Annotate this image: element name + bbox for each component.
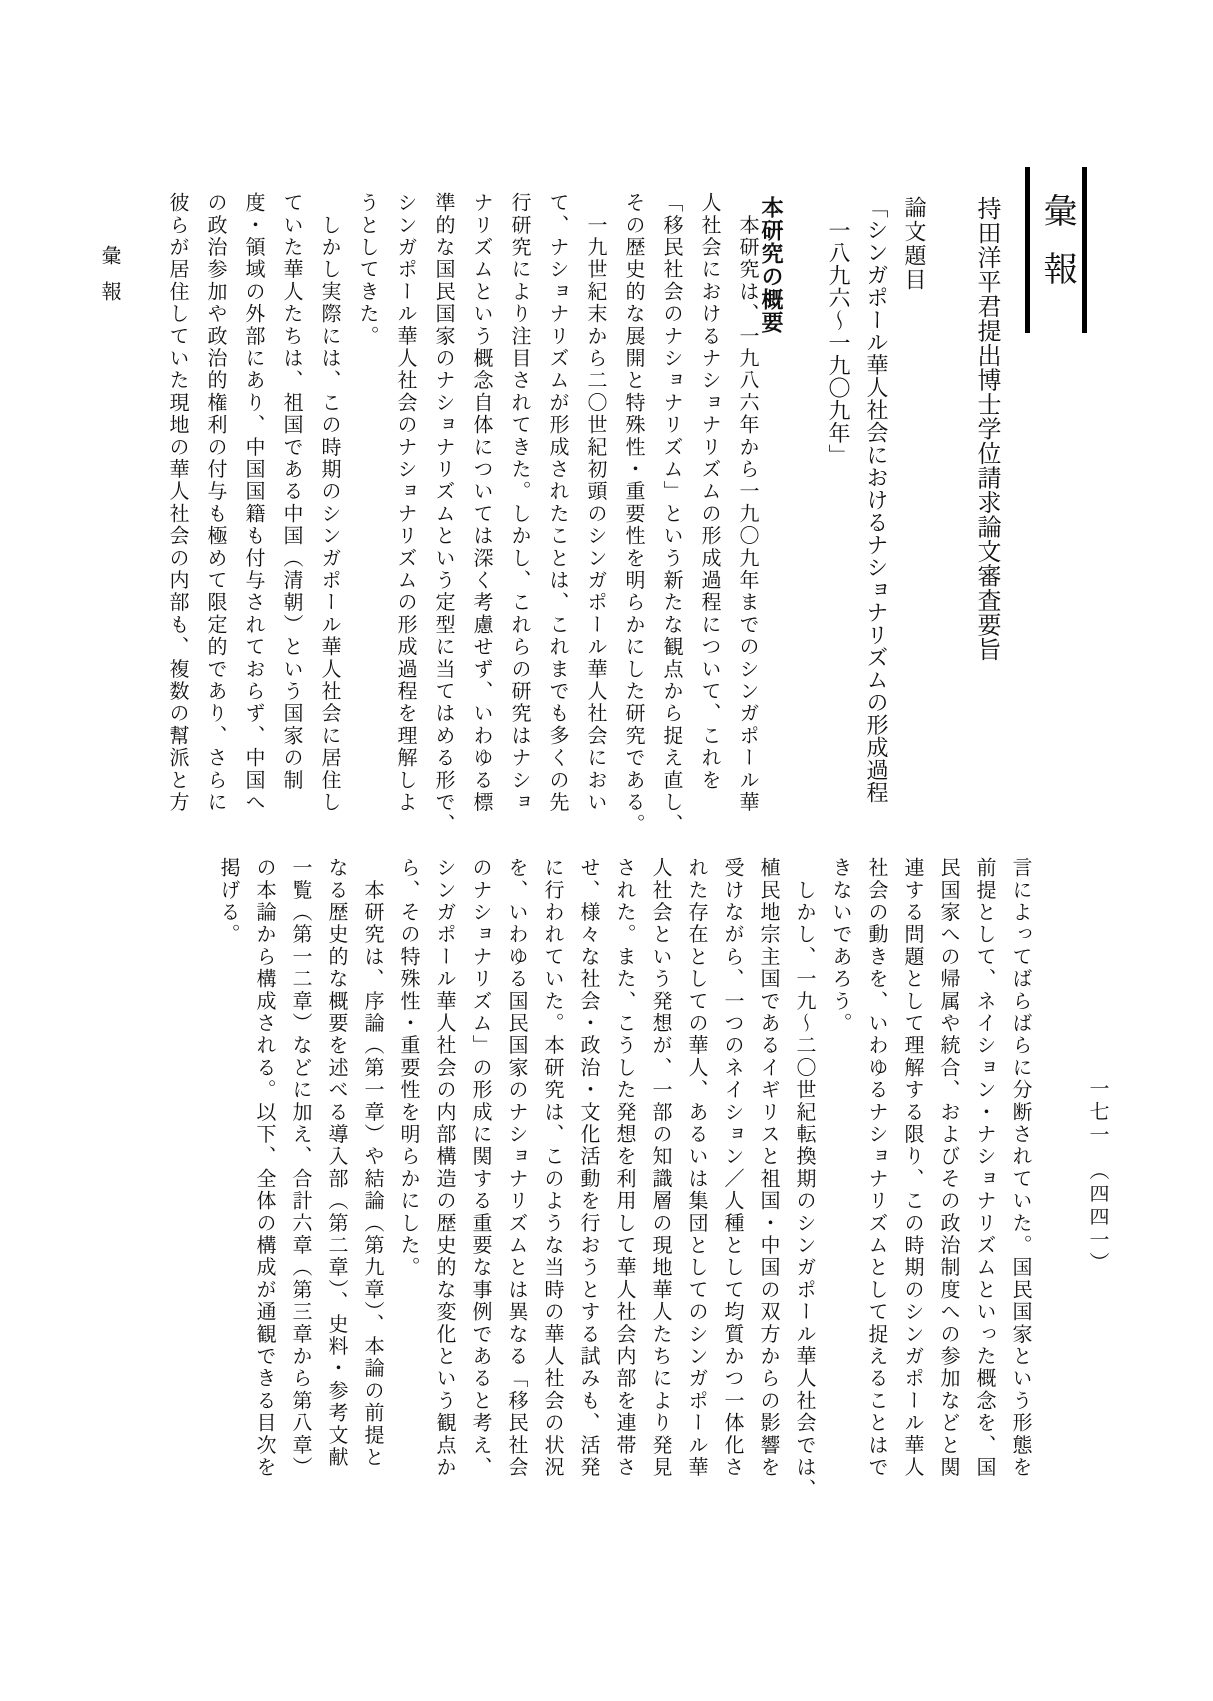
margin-section-label: 彙報 xyxy=(98,245,120,317)
text-column: 度・領域の外部にあり、中国国籍も付与されておらず、中国へ xyxy=(242,192,264,814)
text-column: 受けながら、一つのネイション／人種として均質かつ一体化さ xyxy=(721,857,743,1479)
page-title: 持田洋平君提出博士学位請求論文審査要旨 xyxy=(973,196,999,662)
text-column: て、ナショナリズムが形成されたことは、これまでも多くの先 xyxy=(546,192,568,814)
text-column: きないであろう。 xyxy=(829,857,851,1035)
text-column: 一九世紀末から二〇世紀初頭のシンガポール華人社会におい xyxy=(584,192,606,814)
thesis-title-line-2: 一八九六〜一九〇九年」 xyxy=(826,219,851,467)
text-column: 民国家への帰属や統合、およびその政治制度への参加などと関 xyxy=(937,857,959,1479)
text-column: なる歴史的な概要を述べる導入部（第二章）、史料・参考文献 xyxy=(325,857,347,1469)
thesis-title-label: 論文題目 xyxy=(902,196,927,292)
text-column: された。また、こうした発想を利用して華人社会内部を連帯さ xyxy=(613,857,635,1479)
text-column: 彼らが居住していた現地の華人社会の内部も、複数の幫派と方 xyxy=(166,192,188,814)
text-column: せ、様々な社会・政治・文化活動を行おうとする試みも、活発 xyxy=(577,857,599,1479)
body-upper-band xyxy=(158,192,766,836)
text-column: シンガポール華人社会のナショナリズムの形成過程を理解しよ xyxy=(394,192,416,814)
text-column: 前提として、ネイション・ナショナリズムといった概念を、国 xyxy=(973,857,995,1479)
text-column: 社会の動きを、いわゆるナショナリズムとして捉えることはで xyxy=(865,857,887,1479)
text-column: シンガポール華人社会の内部構造の歴史的な変化という観点か xyxy=(433,857,455,1479)
text-column: 本研究は、一九八六年から一九〇九年までのシンガポール華 xyxy=(736,192,758,814)
text-column: ナリズムという概念自体については深く考慮せず、いわゆる標 xyxy=(470,192,492,814)
bulletin-header-box xyxy=(1025,167,1087,333)
body-lower-band xyxy=(210,857,1038,1501)
text-column: 「移民社会のナショナリズム」という新たな観点から捉え直し、 xyxy=(660,192,682,836)
text-column: 連する問題として理解する限り、この時期のシンガポール華人 xyxy=(901,857,923,1479)
text-column: 準的な国民国家のナショナリズムという定型に当てはめる形で、 xyxy=(432,192,454,836)
text-column: その歴史的な展開と特殊性・重要性を明らかにした研究である。 xyxy=(622,192,644,836)
text-column: 行研究により注目されてきた。しかし、これらの研究はナショ xyxy=(508,192,530,814)
text-column: しかし実際には、この時期のシンガポール華人社会に居住し xyxy=(318,192,340,814)
page-number: 一七一 （四四一） xyxy=(1086,1078,1108,1275)
text-column: 掲げる。 xyxy=(217,857,239,946)
text-column: うとしてきた。 xyxy=(356,192,378,348)
text-column: 一覧（第一二章）などに加え、合計六章（第三章から第八章） xyxy=(289,857,311,1479)
text-column: のナショナリズム」の形成に関する重要な事例であると考え、 xyxy=(469,857,491,1479)
text-column: れた存在としての華人、あるいは集団としてのシンガポール華 xyxy=(685,857,707,1479)
text-column: ていた華人たちは、祖国である中国（清朝）という国家の制 xyxy=(280,192,302,792)
text-column: しかし、一九〜二〇世紀転換期のシンガポール華人社会では、 xyxy=(793,857,815,1501)
text-column: 言によってばらばらに分断されていた。国民国家という形態を xyxy=(1009,857,1031,1479)
text-column: を、いわゆる国民国家のナショナリズムとは異なる「移民社会 xyxy=(505,857,527,1479)
text-column: 植民地宗主国であるイギリスと祖国・中国の双方からの影響を xyxy=(757,857,779,1479)
thesis-title-line-1: 「シンガポール華人社会におけるナショナリズムの形成過程 xyxy=(864,196,889,804)
text-column: の政治参加や政治的権利の付与も極めて限定的であり、さらに xyxy=(204,192,226,814)
bulletin-header-label: 彙報 xyxy=(1038,193,1075,309)
text-column: の本論から構成される。以下、全体の構成が通観できる目次を xyxy=(253,857,275,1479)
text-column: 人社会という発想が、一部の知識層の現地華人たちにより発見 xyxy=(649,857,671,1479)
text-column: ら、その特殊性・重要性を明らかにした。 xyxy=(397,857,419,1279)
text-column: 本研究は、序論（第一章）や結論（第九章）、本論の前提と xyxy=(361,857,383,1469)
section-heading-overview: 本研究の概要 xyxy=(759,196,784,334)
text-column: に行われていた。本研究は、このような当時の華人社会の状況 xyxy=(541,857,563,1479)
text-column: 人社会におけるナショナリズムの形成過程について、これを xyxy=(698,192,720,792)
